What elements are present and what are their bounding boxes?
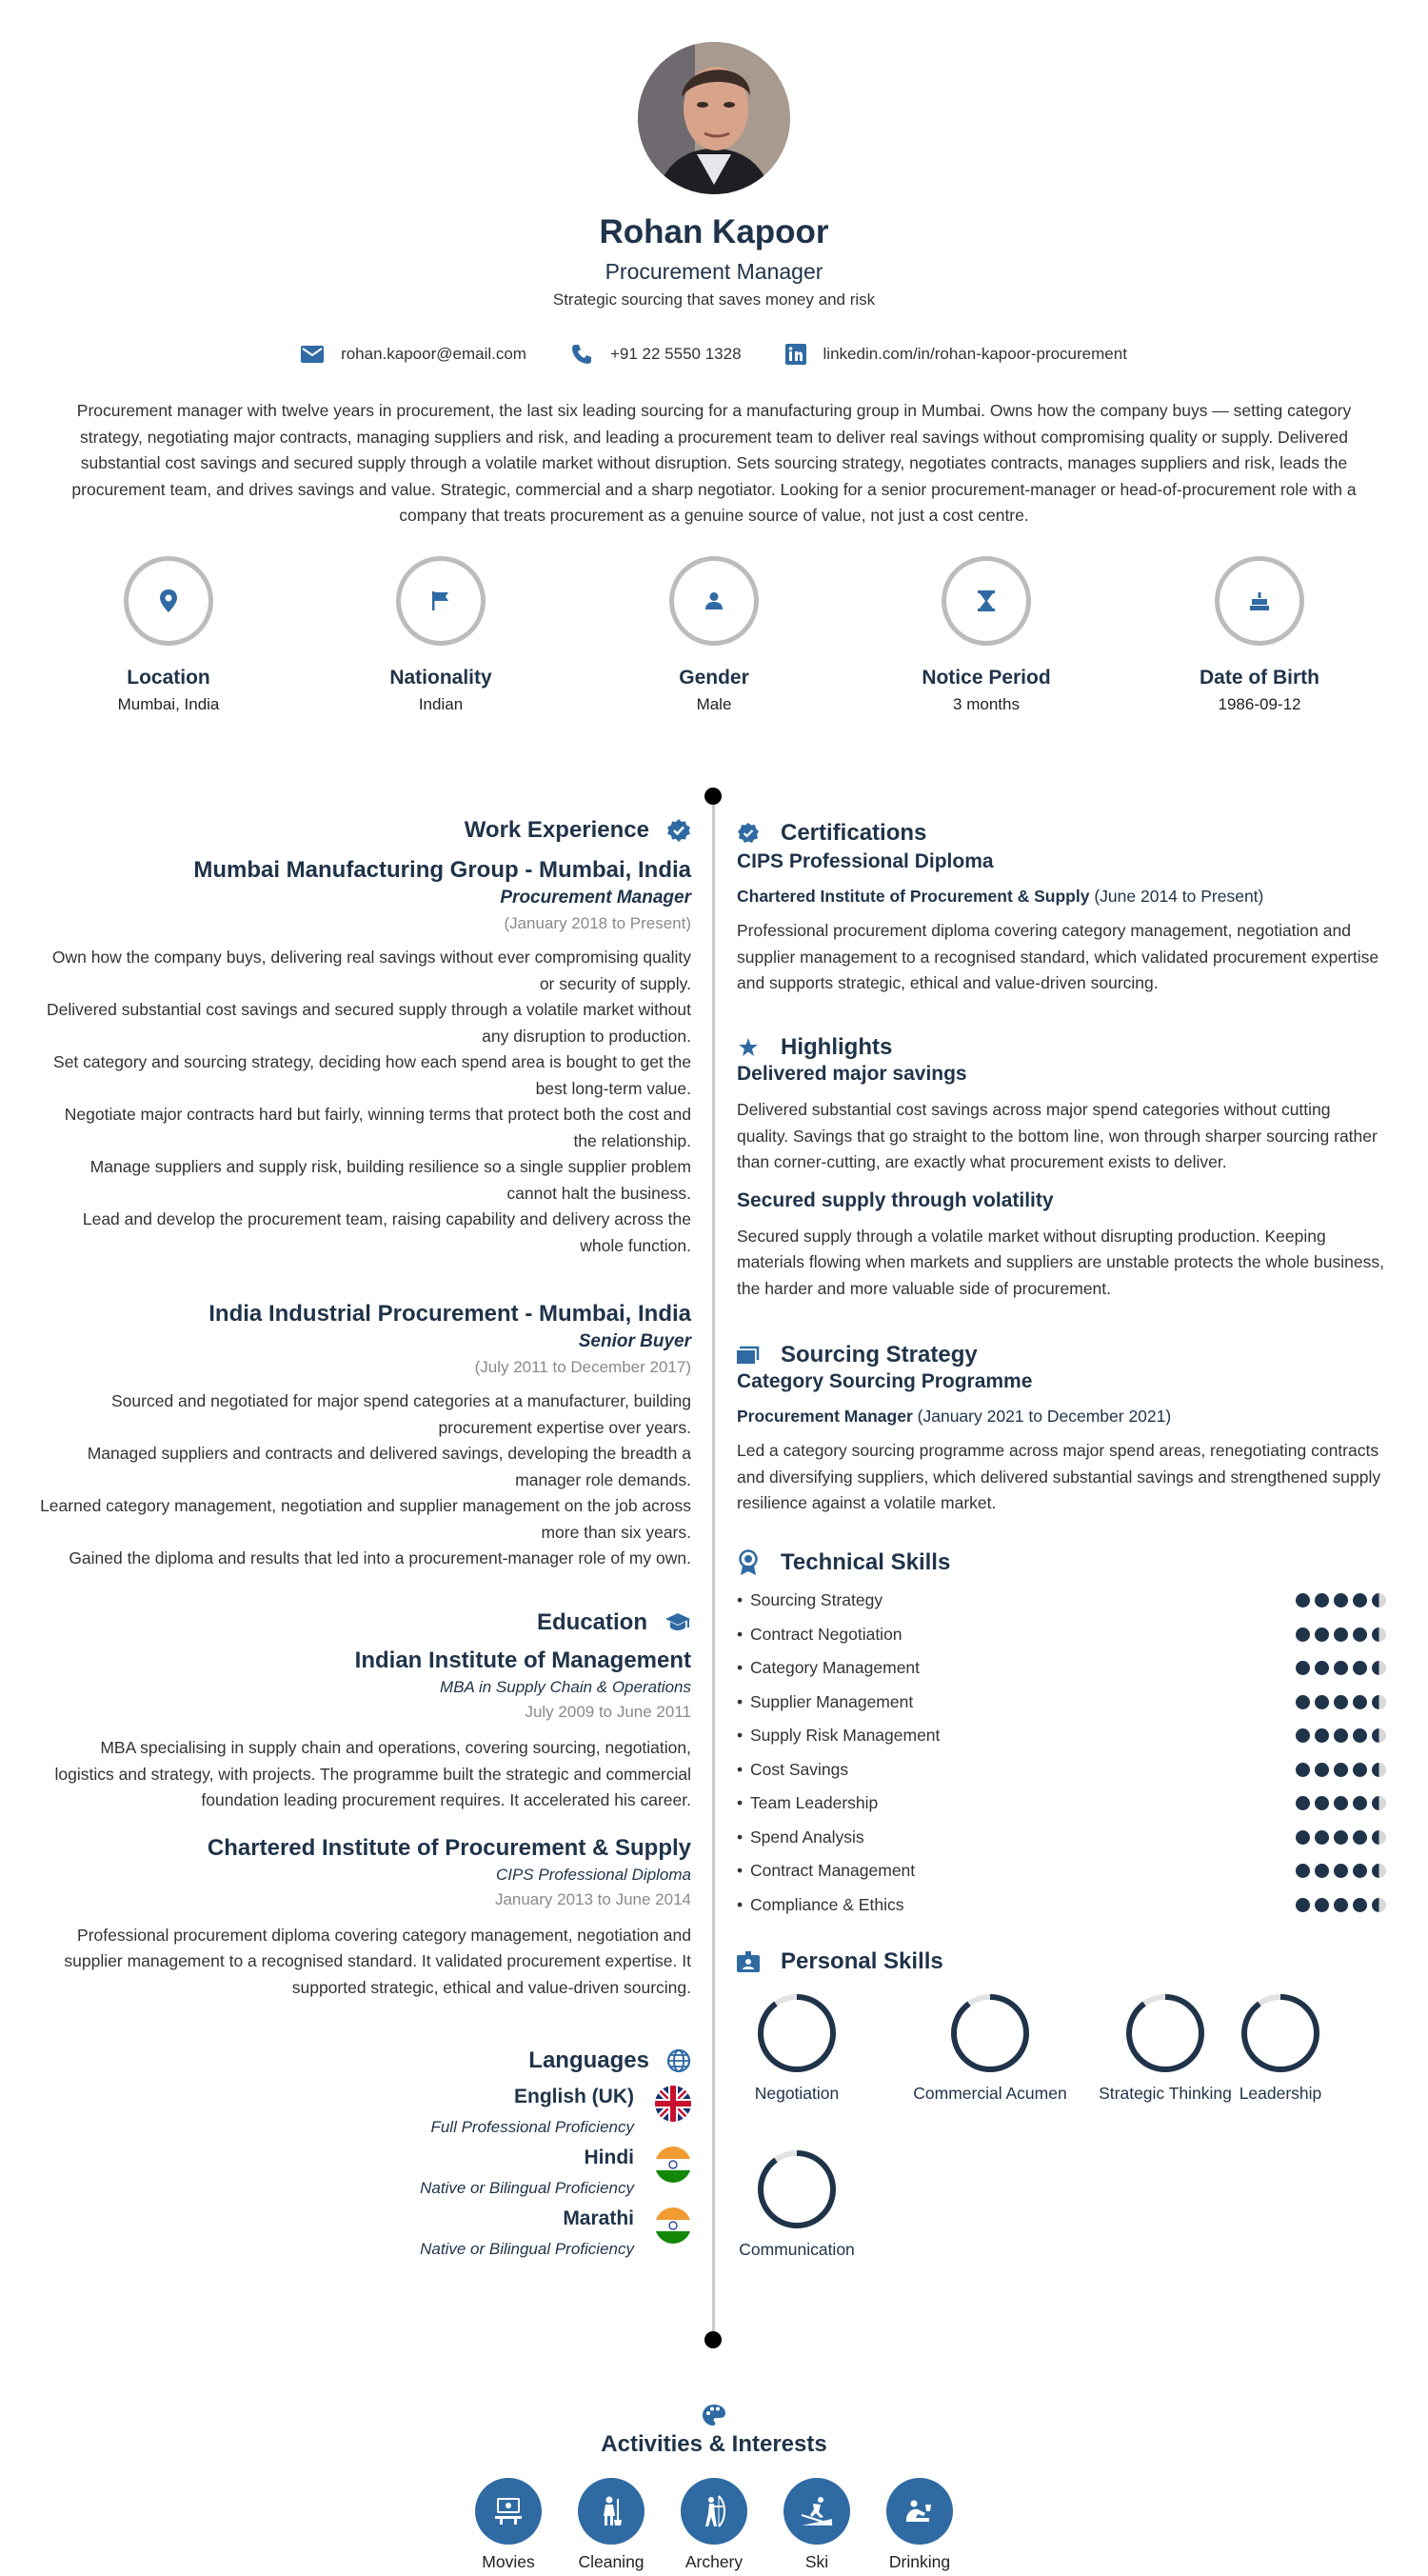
- gauge-track: [954, 1997, 1026, 2069]
- archery-icon: [700, 2494, 728, 2528]
- edu-degree: CIPS Professional Diploma: [495, 1865, 691, 1884]
- skill-rating: [1296, 1661, 1386, 1675]
- gauge-fill: [761, 1997, 833, 2069]
- rating-dot: [1296, 1661, 1310, 1675]
- section-heading: [38, 2047, 691, 2074]
- skill-name: Supplier Management: [750, 1691, 914, 1711]
- drinking-icon: [902, 2497, 937, 2526]
- rating-dot: [1372, 1898, 1386, 1912]
- edu-org: Chartered Institute of Procurement & Supply: [207, 1834, 691, 1861]
- rating-dot: [1315, 1830, 1329, 1845]
- gauge-fill: [954, 1997, 1026, 2069]
- phone-icon: [570, 343, 593, 366]
- rating-dot: [1334, 1695, 1348, 1709]
- activity-item: [783, 2478, 850, 2572]
- personal-skills-section: [737, 1948, 1384, 1975]
- rating-dot: [1372, 1593, 1386, 1608]
- technical-skill-row: [737, 1651, 1386, 1686]
- bullet: •: [737, 1658, 744, 1678]
- rating-dot: [1315, 1627, 1329, 1642]
- job-dates: (January 2018 to Present): [504, 914, 691, 932]
- language-name: Marathi: [563, 2207, 634, 2229]
- rating-dot: [1372, 1661, 1386, 1675]
- certifications-section: [737, 820, 1384, 997]
- id-card-icon: [737, 1951, 760, 1972]
- skill-gauge: [1238, 1990, 1323, 2076]
- folder-stack-icon: [737, 1346, 760, 1365]
- cleaning-icon: [597, 2495, 625, 2527]
- activity-label: Ski: [804, 2552, 829, 2571]
- personal-skill: [1235, 1990, 1326, 2104]
- technical-skill-row: [737, 1618, 1386, 1652]
- section-heading: [737, 1549, 1386, 1576]
- personal-skill-label: Commercial Acumen: [913, 2084, 1067, 2103]
- project-role-line: [737, 1407, 1384, 1427]
- rating-dot: [1353, 1627, 1367, 1642]
- phone-text[interactable]: +91 22 5550 1328: [609, 345, 742, 363]
- activity-item: [886, 2478, 953, 2572]
- rating-dot: [1353, 1796, 1367, 1810]
- technical-skill-list: [737, 1584, 1386, 1922]
- fact-value: 1986-09-12: [1218, 695, 1301, 713]
- section-heading: [737, 1948, 1384, 1975]
- activity-item: [578, 2478, 645, 2572]
- india-flag-icon: [655, 2147, 691, 2183]
- skill-rating: [1296, 1593, 1386, 1608]
- technical-skill-row: [737, 1787, 1386, 1821]
- rating-dot: [1353, 1661, 1367, 1675]
- project-section: [737, 1342, 1384, 1517]
- rating-dot: [1315, 1763, 1329, 1777]
- bullet: •: [737, 1691, 744, 1711]
- gauge-track: [1244, 1997, 1317, 2069]
- language-name: Hindi: [584, 2147, 634, 2168]
- rating-dot: [1296, 1763, 1310, 1777]
- job-bullet: Managed suppliers and contracts and delivered savings, developing the breadth a manager role demands.: [87, 1444, 691, 1489]
- skill-rating: [1296, 1728, 1386, 1743]
- skill-rating: [1296, 1898, 1386, 1912]
- cert-desc: Professional procurement diploma covering category management, negotiation and supplier management to a recognised standard, which validated procurement expertise and supports strategic, ethical and value-driven sourcing.: [737, 921, 1379, 992]
- gauge-track: [761, 1997, 833, 2069]
- job-bullets: [38, 945, 691, 1259]
- bullet: •: [737, 1793, 744, 1813]
- language-item: [38, 2147, 691, 2198]
- job-entry: [38, 857, 691, 1259]
- rating-dot: [1315, 1661, 1329, 1675]
- rating-dot: [1372, 1796, 1386, 1810]
- gauge-track: [1129, 1997, 1201, 2069]
- technical-skill-row: [737, 1821, 1386, 1855]
- job-bullet: Gained the diploma and results that led into a procurement-manager role of my own.: [69, 1548, 691, 1568]
- skill-rating: [1296, 1864, 1386, 1878]
- fact-label: Notice Period: [922, 667, 1051, 689]
- project-title: Category Sourcing Programme: [737, 1370, 1033, 1392]
- email-text[interactable]: rohan.kapoor@email.com: [341, 345, 526, 363]
- palette-icon: [702, 2404, 726, 2431]
- activities-list: [0, 2478, 1428, 2572]
- timeline-dot-top: [704, 788, 722, 805]
- rating-dot: [1334, 1627, 1348, 1642]
- fact-value: Indian: [418, 695, 464, 713]
- highlight-desc: Delivered substantial cost savings across major spend categories without cutting quality. Savings that go straight to the bottom line, won through sharper sourcing rather than corner-cutting, are exactly what procurement exists to deliver.: [737, 1100, 1378, 1171]
- job-bullet: Set category and sourcing strategy, deciding how each spend area is bought to get the best long-term value.: [53, 1052, 691, 1098]
- education-section: [38, 1609, 691, 2001]
- job-role: Senior Buyer: [578, 1331, 691, 1351]
- fact-nationality: [327, 556, 555, 714]
- rating-dot: [1315, 1796, 1329, 1810]
- technical-skill-row: [737, 1753, 1386, 1787]
- skill-rating: [1296, 1763, 1386, 1777]
- cert-dates: (June 2014 to Present): [1094, 887, 1264, 906]
- job-dates: (July 2011 to December 2017): [474, 1358, 691, 1376]
- personal-skills-heading: Personal Skills: [781, 1948, 943, 1974]
- rating-dot: [1296, 1728, 1310, 1743]
- gauge-track: [761, 2153, 833, 2226]
- skill-gauge: [947, 1990, 1033, 2076]
- personal-skill-label: Negotiation: [754, 2084, 840, 2103]
- rating-dot: [1372, 1728, 1386, 1743]
- skill-name: Contract Management: [750, 1861, 916, 1881]
- fact-label: Date of Birth: [1200, 667, 1319, 689]
- certifications-heading: Certifications: [781, 820, 927, 846]
- technical-skill-row: [737, 1719, 1386, 1753]
- skill-name: Supply Risk Management: [750, 1726, 941, 1746]
- edu-desc: Professional procurement diploma covering category management, negotiation and supplier management to a recognised standard. It validated procurement expertise. It supported strategic, ethical and value-driven sourcing.: [64, 1925, 691, 1997]
- certificate-badge-icon: [737, 822, 760, 845]
- language-level: Native or Bilingual Proficiency: [420, 2240, 634, 2258]
- rating-dot: [1334, 1830, 1348, 1845]
- personal-skill: [735, 2147, 859, 2260]
- technical-skills-section: [737, 1549, 1386, 1922]
- fact-date-of-birth: [1145, 556, 1374, 714]
- tagline: Strategic sourcing that saves money and risk: [552, 290, 876, 309]
- linkedin-icon: [785, 344, 806, 365]
- gauge-fill: [1244, 1997, 1317, 2069]
- graduation-cap-icon: [664, 1612, 691, 1633]
- language-level: Native or Bilingual Proficiency: [420, 2179, 634, 2197]
- skill-rating: [1296, 1627, 1386, 1642]
- skill-name: Compliance & Ethics: [750, 1894, 904, 1914]
- rating-dot: [1353, 1898, 1367, 1912]
- technical-skill-row: [737, 1854, 1386, 1888]
- skill-gauge: [1122, 1990, 1208, 2076]
- email-icon: [301, 346, 324, 363]
- rating-dot: [1296, 1593, 1310, 1608]
- bullet: •: [737, 1861, 744, 1881]
- skill-rating: [1296, 1695, 1386, 1709]
- skill-name: Sourcing Strategy: [750, 1590, 883, 1610]
- personal-skill-label: Leadership: [1239, 2084, 1322, 2103]
- job-bullet: Delivered substantial cost savings and secured supply through a volatile market without any disruption to production.: [46, 1000, 691, 1046]
- ski-icon: [800, 2496, 834, 2526]
- rating-dot: [1296, 1627, 1310, 1642]
- work-experience-section: [38, 817, 691, 1572]
- project-heading: Sourcing Strategy: [781, 1342, 978, 1368]
- job-bullet: Lead and develop the procurement team, raising capability and delivery across the whole function.: [82, 1209, 691, 1255]
- section-heading: [38, 817, 691, 844]
- language-level: Full Professional Proficiency: [430, 2118, 634, 2136]
- job-role: Procurement Manager: [500, 888, 691, 908]
- technical-skill-row: [737, 1584, 1386, 1618]
- project-dates: (January 2021 to December 2021): [917, 1407, 1172, 1426]
- rating-dot: [1334, 1898, 1348, 1912]
- gauge-fill: [761, 2153, 833, 2226]
- rating-dot: [1296, 1695, 1310, 1709]
- skill-rating: [1296, 1830, 1386, 1845]
- highlight-desc: Secured supply through a volatile market without disrupting production. Keeping materials flowing when markets and suppliers are unstable protects the whole business, the harder and more valuable side of procurement.: [737, 1226, 1384, 1298]
- rating-dot: [1372, 1864, 1386, 1878]
- skill-name: Spend Analysis: [750, 1827, 864, 1847]
- rating-dot: [1315, 1864, 1329, 1878]
- personal-skill: [744, 1990, 850, 2104]
- contact-bar: [0, 343, 1428, 366]
- fact-label: Location: [127, 667, 210, 689]
- language-item: [38, 2086, 691, 2137]
- rating-dot: [1334, 1763, 1348, 1777]
- skill-rating: [1296, 1796, 1386, 1810]
- rating-dot: [1315, 1898, 1329, 1912]
- bullet: •: [737, 1894, 744, 1914]
- work-heading: Work Experience: [464, 817, 649, 843]
- rating-dot: [1353, 1830, 1367, 1845]
- skill-name: Cost Savings: [750, 1759, 849, 1779]
- rating-dot: [1334, 1796, 1348, 1810]
- job-bullet: Negotiate major contracts hard but fairly, winning terms that protect both the cost and the relationship.: [64, 1105, 691, 1150]
- cake-icon: [1249, 590, 1270, 611]
- languages-heading: Languages: [528, 2047, 649, 2073]
- fact-value: Male: [696, 695, 732, 713]
- profile-summary: Procurement manager with twelve years in procurement, the last six leading sourcing for a manufacturing group in Mumbai. Owns how the company buys — setting category strategy, negotiating major contracts, managing suppliers and risk, and leading a procurement team to deliver real savings without compromising quality or supply. Delivered substantial cost savings and secured supply through a volatile market without disruption. Sets sourcing strategy, negotiates contracts, manages suppliers and risk, leads the procurement team, and drives savings and value. Strategic, commercial and a sharp negotiator. Looking for a senior procurement-manager or head-of-procurement role with a company that treats procurement as a genuine source of value, not just a cost centre.: [71, 401, 1357, 525]
- rating-dot: [1353, 1695, 1367, 1709]
- activity-label: Drinking: [888, 2552, 951, 2571]
- section-heading: [737, 1034, 1384, 1061]
- highlights-heading: Highlights: [781, 1034, 893, 1060]
- fact-value: Mumbai, India: [117, 695, 220, 713]
- activities-heading: Activities & Interests: [601, 2431, 827, 2457]
- section-heading: [737, 1342, 1384, 1368]
- job-bullet: Learned category management, negotiation and supplier management on the job across more than six years.: [40, 1496, 691, 1542]
- rating-dot: [1334, 1864, 1348, 1878]
- languages-section: [38, 2047, 691, 2259]
- technical-skills-heading: Technical Skills: [781, 1549, 951, 1575]
- edu-org: Indian Institute of Management: [354, 1647, 691, 1673]
- highlights-section: [737, 1034, 1384, 1302]
- bullet: •: [737, 1624, 744, 1644]
- cert-title: CIPS Professional Diploma: [737, 850, 994, 872]
- section-heading: [737, 820, 1384, 847]
- edu-dates: January 2013 to June 2014: [494, 1889, 691, 1908]
- profile-photo: [638, 42, 790, 194]
- contact-linkedin[interactable]: [785, 343, 1127, 366]
- cert-issuer-line: [737, 887, 1384, 907]
- edu-degree: MBA in Supply Chain & Operations: [440, 1678, 691, 1696]
- skill-name: Contract Negotiation: [750, 1624, 902, 1644]
- verified-badge-icon: [666, 818, 691, 843]
- personal-skill: [1072, 1990, 1259, 2104]
- bullet: •: [737, 1759, 744, 1779]
- award-ribbon-icon: [737, 1549, 760, 1576]
- rating-dot: [1315, 1695, 1329, 1709]
- timeline-dot-bottom: [704, 2331, 722, 2348]
- bullet: •: [737, 1590, 744, 1610]
- technical-skill-row: [737, 1888, 1386, 1923]
- fact-label: Gender: [679, 667, 749, 689]
- bullet: •: [737, 1726, 744, 1746]
- job-org: India Industrial Procurement - Mumbai, India: [208, 1301, 691, 1327]
- rating-dot: [1334, 1661, 1348, 1675]
- rating-dot: [1296, 1830, 1310, 1845]
- linkedin-text[interactable]: linkedin.com/in/rohan-kapoor-procurement: [823, 345, 1127, 363]
- activity-label: Archery: [684, 2552, 744, 2571]
- highlight-title: Secured supply through volatility: [737, 1188, 1054, 1211]
- activity-label: Movies: [482, 2552, 535, 2571]
- skill-name: Team Leadership: [750, 1793, 879, 1813]
- contact-email[interactable]: [301, 343, 526, 366]
- person-icon: [704, 591, 724, 610]
- fact-notice-period: [872, 556, 1101, 714]
- flag-icon: [431, 590, 450, 611]
- rating-dot: [1353, 1763, 1367, 1777]
- location-pin-icon: [159, 589, 178, 612]
- language-item: [38, 2207, 691, 2259]
- candidate-title: Procurement Manager: [605, 259, 823, 284]
- job-bullets: [38, 1388, 691, 1572]
- job-bullet: Manage suppliers and supply risk, building resilience so a single supplier problem cannot halt the business.: [89, 1157, 691, 1203]
- highlight-title: Delivered major savings: [737, 1063, 967, 1085]
- skill-gauge: [754, 2147, 840, 2232]
- rating-dot: [1372, 1627, 1386, 1642]
- fact-location: [54, 556, 283, 714]
- rating-dot: [1353, 1864, 1367, 1878]
- project-desc: Led a category sourcing programme across major spend areas, renegotiating contracts and diversifying suppliers, which delivered substantial savings and strengthened supply resilience against a volatile market.: [737, 1441, 1381, 1512]
- rating-dot: [1334, 1728, 1348, 1743]
- job-bullet: Own how the company buys, delivering real savings without ever compromising quality or security of supply.: [51, 948, 691, 993]
- rating-dot: [1296, 1898, 1310, 1912]
- section-heading: [38, 1609, 691, 1636]
- technical-skill-row: [737, 1686, 1386, 1720]
- rating-dot: [1334, 1593, 1348, 1608]
- rating-dot: [1372, 1763, 1386, 1777]
- rating-dot: [1296, 1796, 1310, 1810]
- skill-name: Category Management: [750, 1658, 921, 1678]
- star-badge-icon: [737, 1037, 760, 1058]
- contact-phone[interactable]: [570, 343, 742, 366]
- activity-label: Cleaning: [578, 2552, 645, 2571]
- gauge-fill: [1129, 1997, 1201, 2069]
- language-name: English (UK): [514, 2086, 634, 2107]
- personal-skill-label: Strategic Thinking: [1099, 2084, 1232, 2103]
- activity-item: [681, 2478, 747, 2572]
- rating-dot: [1353, 1593, 1367, 1608]
- skill-gauge: [754, 1990, 840, 2076]
- rating-dot: [1372, 1830, 1386, 1845]
- education-entry: [38, 1647, 691, 1814]
- job-org: Mumbai Manufacturing Group - Mumbai, India: [193, 857, 691, 883]
- uk-flag-icon: [655, 2086, 691, 2122]
- rating-dot: [1353, 1728, 1367, 1743]
- project-role: Procurement Manager: [737, 1407, 913, 1426]
- fact-gender: [600, 556, 828, 714]
- personal-skill-label: Communication: [739, 2240, 855, 2259]
- education-heading: Education: [536, 1609, 647, 1635]
- india-flag-icon: [655, 2207, 691, 2244]
- job-entry: [38, 1301, 691, 1572]
- rating-dot: [1372, 1695, 1386, 1709]
- fact-value: 3 months: [953, 695, 1020, 713]
- fact-label: Nationality: [389, 667, 492, 689]
- edu-desc: MBA specialising in supply chain and operations, covering sourcing, negotiation, logistics and strategy, with projects. The programme built the strategic and commercial foundation leading procurement requires. It accelerated his career.: [54, 1738, 691, 1809]
- hourglass-icon: [978, 590, 995, 611]
- timeline-line: [712, 796, 715, 2339]
- activity-item: [475, 2478, 542, 2572]
- edu-dates: July 2009 to June 2011: [525, 1703, 691, 1721]
- globe-icon: [666, 2048, 691, 2073]
- movies-icon: [492, 2497, 525, 2526]
- bullet: •: [737, 1827, 744, 1847]
- candidate-name: Rohan Kapoor: [599, 213, 829, 250]
- education-entry: [38, 1835, 691, 2002]
- personal-skill: [900, 1990, 1081, 2104]
- rating-dot: [1315, 1593, 1329, 1608]
- job-bullet: Sourced and negotiated for major spend categories at a manufacturer, building procurement expertise over years.: [111, 1391, 691, 1437]
- cert-issuer: Chartered Institute of Procurement & Supply: [737, 887, 1090, 906]
- rating-dot: [1315, 1728, 1329, 1743]
- rating-dot: [1296, 1864, 1310, 1878]
